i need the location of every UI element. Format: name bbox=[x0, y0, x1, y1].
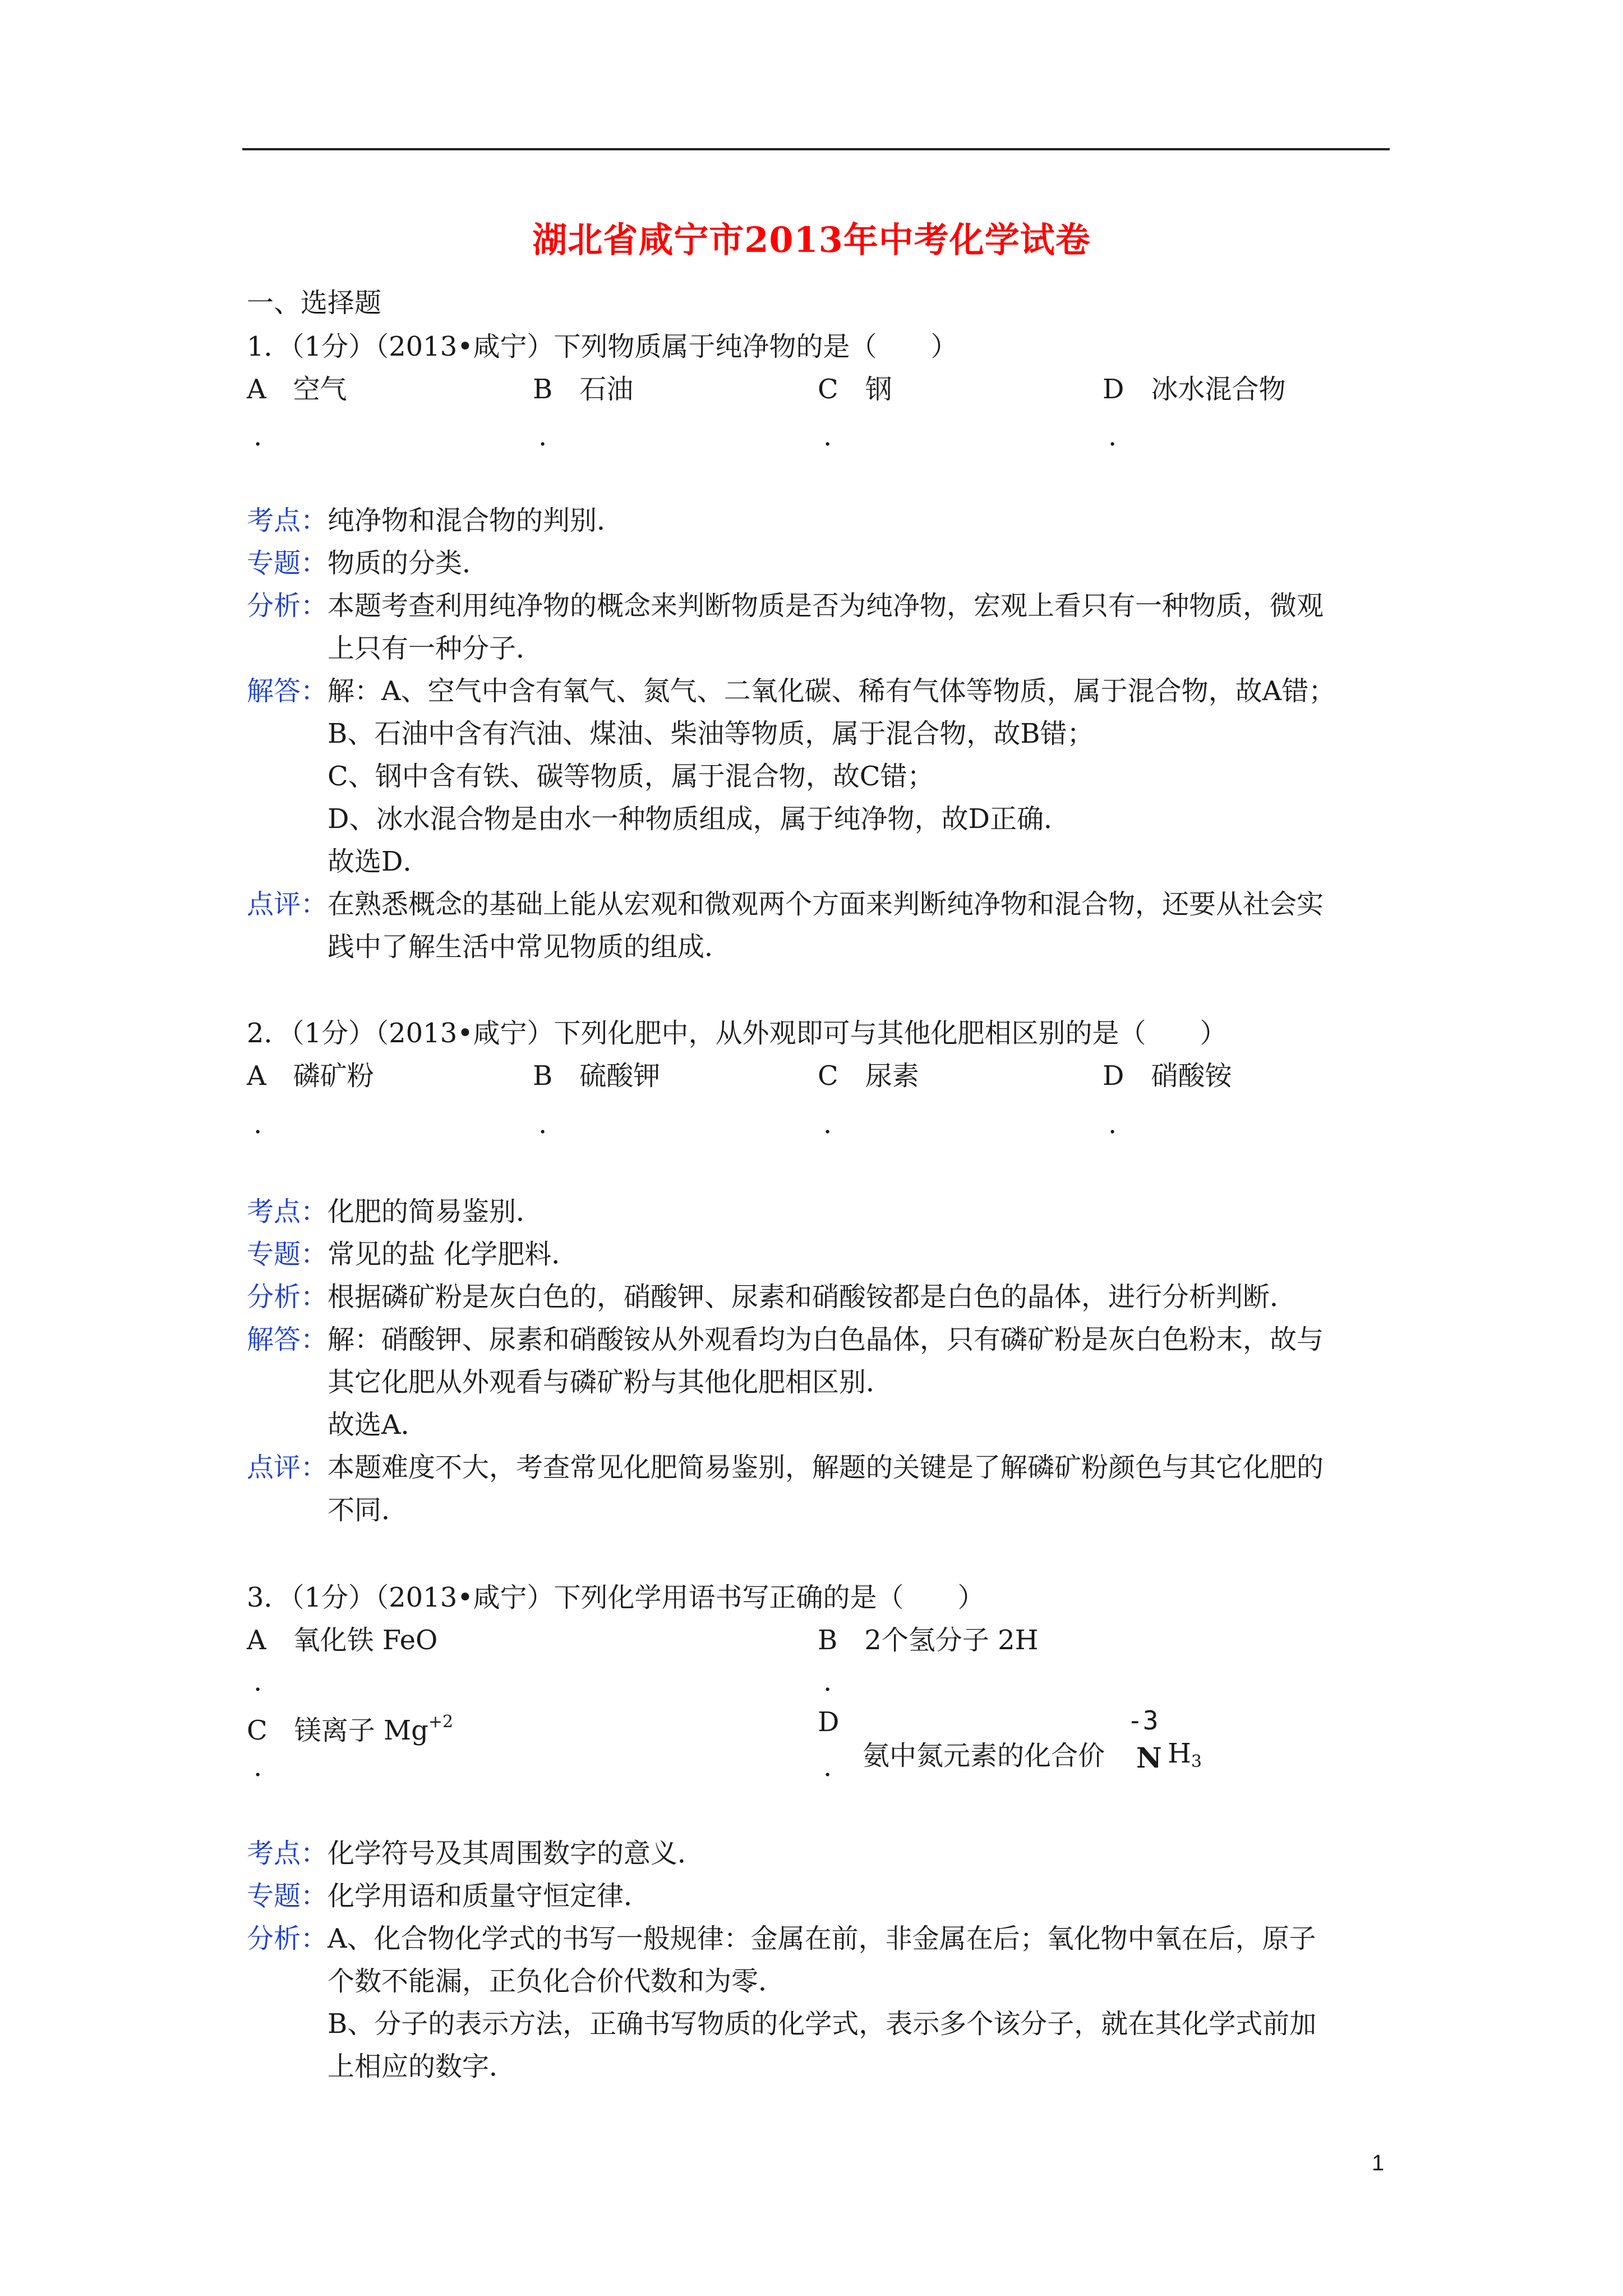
q3-kaodian-tag: 考点： bbox=[247, 1838, 328, 1869]
q3-option-d-h-count: 3 bbox=[1191, 1752, 1202, 1772]
page-number: 1 bbox=[1372, 2151, 1385, 2175]
q3-stem: 3．（1分）（2013•咸宁）下列化学用语书写正确的是（ ） bbox=[247, 1582, 985, 1613]
q1-dot-b: . bbox=[538, 421, 547, 452]
q3-fenxi-line: B、分子的表示方法，正确书写物质的化学式，表示多个该分子，就在其化学式前加 bbox=[328, 2008, 1317, 2040]
q3-dot-d: . bbox=[823, 1751, 832, 1783]
q1-jieda-line: C、钢中含有铁、碳等物质，属于混合物，故C错； bbox=[328, 761, 934, 792]
q3-zhuanti-tag: 专题： bbox=[247, 1880, 328, 1912]
q1-zhuanti: 物质的分类． bbox=[328, 547, 490, 579]
q3-fenxi-tag: 分析： bbox=[247, 1923, 328, 1954]
q1-option-d: D 冰水混合物 bbox=[1103, 374, 1286, 405]
q1-option-b: B 石油 bbox=[533, 374, 634, 405]
header-rule bbox=[242, 148, 1390, 150]
q3-kaodian: 化学符号及其周围数字的意义． bbox=[328, 1838, 705, 1869]
q1-fenxi-line: 本题考查利用纯净物的概念来判断物质是否为纯净物，宏观上看只有一种物质，微观 bbox=[328, 590, 1324, 622]
q1-jieda-line: 解：A、空气中含有氧气、氮气、二氧化碳、稀有气体等物质，属于混合物，故A错； bbox=[328, 675, 1336, 707]
q1-option-c: C 钢 bbox=[818, 374, 892, 405]
q1-option-a: A 空气 bbox=[247, 374, 347, 405]
q2-dot-c: . bbox=[823, 1108, 832, 1140]
q2-dianping-line: 不同． bbox=[328, 1494, 409, 1526]
page-title: 湖北省咸宁市2013年中考化学试卷 bbox=[532, 219, 1091, 260]
q1-dot-c: . bbox=[823, 421, 832, 452]
q2-option-d: D 硝酸铵 bbox=[1103, 1060, 1232, 1092]
q3-option-c bbox=[247, 1705, 453, 1747]
q3-fenxi-line: 上相应的数字． bbox=[328, 2051, 517, 2082]
q2-dot-a: . bbox=[253, 1108, 262, 1140]
q3-option-d-text: 氨中氮元素的化合价 bbox=[863, 1740, 1105, 1772]
q1-dot-d: . bbox=[1108, 421, 1117, 452]
q2-option-b: B 硫酸钾 bbox=[533, 1060, 661, 1092]
q3-option-d-h: H bbox=[1168, 1738, 1191, 1769]
q2-zhuanti-tag: 专题： bbox=[247, 1239, 328, 1270]
q2-jieda-line: 其它化肥从外观看与磷矿粉与其他化肥相区别． bbox=[328, 1366, 893, 1398]
q2-dot-b: . bbox=[538, 1108, 547, 1140]
q1-jieda-tag: 解答： bbox=[247, 675, 328, 707]
q3-option-d-hydrogen bbox=[1168, 1737, 1202, 1779]
q2-dianping-tag: 点评： bbox=[247, 1452, 328, 1483]
q3-zhuanti: 化学用语和质量守恒定律． bbox=[328, 1880, 651, 1912]
q2-dianping-line: 本题难度不大，考查常见化肥简易鉴别，解题的关键是了解磷矿粉颜色与其它化肥的 bbox=[328, 1452, 1324, 1483]
q2-option-c: C 尿素 bbox=[818, 1060, 919, 1092]
q3-option-d-label: D bbox=[818, 1706, 840, 1738]
section-heading: 一、选择题 bbox=[247, 287, 382, 319]
q3-option-d-valence: -3 bbox=[1127, 1705, 1159, 1736]
q2-kaodian-tag: 考点： bbox=[247, 1196, 328, 1227]
q1-fenxi-line: 上只有一种分子． bbox=[328, 633, 543, 664]
q3-dot-c: . bbox=[253, 1751, 262, 1783]
q2-jieda-tag: 解答： bbox=[247, 1324, 328, 1355]
q1-zhuanti-tag: 专题： bbox=[247, 547, 328, 579]
q1-dot-a: . bbox=[253, 421, 262, 452]
q1-fenxi-tag: 分析： bbox=[247, 590, 328, 622]
q3-fenxi-line: 个数不能漏，正负化合价代数和为零． bbox=[328, 1966, 786, 1997]
q1-dianping-line: 践中了解生活中常见物质的组成． bbox=[328, 931, 732, 963]
q1-kaodian: 纯净物和混合物的判别． bbox=[328, 505, 624, 536]
q1-kaodian-tag: 考点： bbox=[247, 505, 328, 536]
q2-jieda-line: 故选A． bbox=[328, 1409, 428, 1441]
q1-jieda-line: D、冰水混合物是由水一种物质组成，属于纯净物，故D正确． bbox=[328, 803, 1071, 835]
q3-option-b: B 2个氢分子 2H bbox=[818, 1625, 1039, 1656]
q2-dot-d: . bbox=[1108, 1108, 1117, 1140]
q3-option-c-charge: +2 bbox=[428, 1712, 454, 1732]
q1-dianping-line: 在熟悉概念的基础上能从宏观和微观两个方面来判断纯净物和混合物，还要从社会实 bbox=[328, 889, 1324, 920]
q2-kaodian: 化肥的简易鉴别． bbox=[328, 1196, 543, 1227]
q2-option-a: A 磷矿粉 bbox=[247, 1060, 374, 1092]
q2-fenxi-line: 根据磷矿粉是灰白色的，硝酸钾、尿素和硝酸铵都是白色的晶体，进行分析判断． bbox=[328, 1281, 1297, 1313]
q3-option-d-nitrogen: N bbox=[1136, 1741, 1162, 1774]
q3-fenxi-line: A、化合物化学式的书写一般规律：金属在前，非金属在后；氧化物中氧在后，原子 bbox=[328, 1923, 1316, 1954]
q3-option-c-text: C 镁离子 Mg bbox=[247, 1715, 428, 1746]
q2-zhuanti: 常见的盐 化学肥料． bbox=[328, 1239, 579, 1270]
q3-dot-a: . bbox=[253, 1666, 262, 1697]
q3-dot-b: . bbox=[823, 1666, 832, 1697]
q3-option-a: A 氧化铁 FeO bbox=[247, 1625, 438, 1656]
q2-fenxi-tag: 分析： bbox=[247, 1281, 328, 1313]
q1-jieda-line: B、石油中含有汽油、煤油、柴油等物质，属于混合物，故B错； bbox=[328, 718, 1094, 749]
q2-jieda-line: 解：硝酸钾、尿素和硝酸铵从外观看均为白色晶体，只有磷矿粉是灰白色粉末，故与 bbox=[328, 1324, 1324, 1355]
q1-stem: 1．（1分）（2013•咸宁）下列物质属于纯净物的是（ ） bbox=[247, 331, 958, 362]
q1-dianping-tag: 点评： bbox=[247, 889, 328, 920]
q1-jieda-line: 故选D． bbox=[328, 846, 430, 877]
q2-stem: 2．（1分）（2013•咸宁）下列化肥中，从外观即可与其他化肥相区别的是（ ） bbox=[247, 1018, 1227, 1049]
